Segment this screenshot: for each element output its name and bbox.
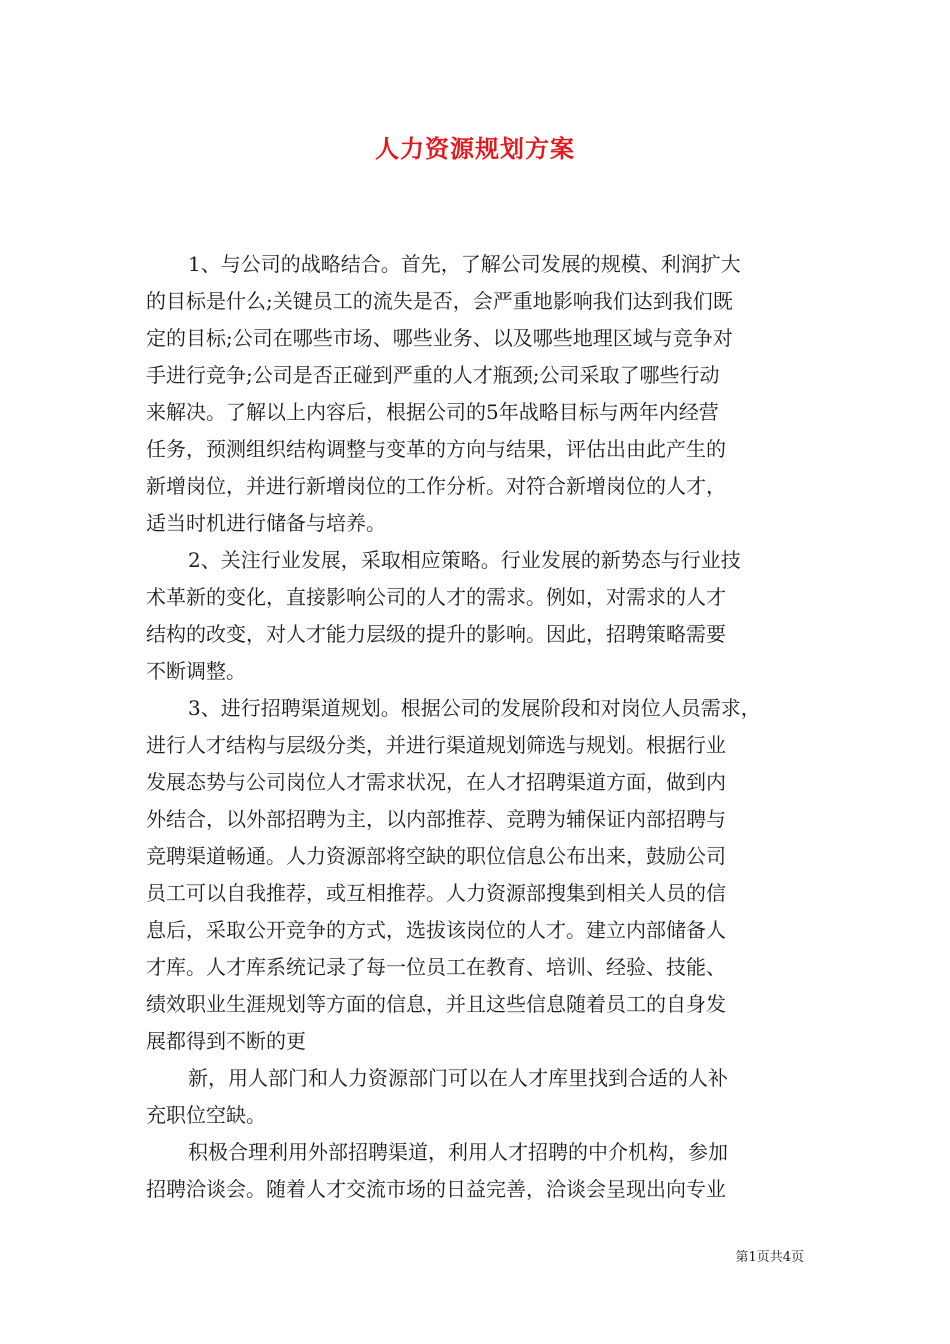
text-line: 1、与公司的战略结合。首先，了解公司发展的规模、利润扩大 [188,252,741,276]
text-line: 来解决。了解以上内容后，根据公司的5年战略目标与两年内经营 [146,400,719,424]
text-line: 3、进行招聘渠道规划。根据公司的发展阶段和对岗位人员需求， [188,696,761,720]
text-line: 适当时机进行储备与培养。 [146,511,386,535]
text-line: 结构的改变，对人才能力层级的提升的影响。因此，招聘策略需要 [146,622,726,646]
text-line: 充职位空缺。 [146,1103,266,1127]
text-line: 2、关注行业发展，采取相应策略。行业发展的新势态与行业技 [188,548,741,572]
document-title: 人力资源规划方案 [375,134,575,163]
text-line: 新，用人部门和人力资源部门可以在人才库里找到合适的人补 [188,1066,728,1090]
text-line: 外结合，以外部招聘为主，以内部推荐、竞聘为辅保证内部招聘与 [146,807,726,831]
text-line: 展都得到不断的更 [146,1029,306,1053]
text-line: 进行人才结构与层级分类，并进行渠道规划筛选与规划。根据行业 [146,733,726,757]
text-line: 竞聘渠道畅通。人力资源部将空缺的职位信息公布出来，鼓励公司 [146,844,726,868]
text-line: 员工可以自我推荐，或互相推荐。人力资源部搜集到相关人员的信 [146,881,726,905]
text-line: 绩效职业生涯规划等方面的信息，并且这些信息随着员工的自身发 [146,992,726,1016]
text-line: 才库。人才库系统记录了每一位员工在教育、培训、经验、技能、 [146,955,726,979]
text-line: 术革新的变化，直接影响公司的人才的需求。例如，对需求的人才 [146,585,726,609]
text-line: 定的目标;公司在哪些市场、哪些业务、以及哪些地理区域与竞争对 [146,326,733,350]
page-number: 第1页共4页 [735,1250,804,1265]
text-line: 任务，预测组织结构调整与变革的方向与结果，评估出由此产生的 [146,437,726,461]
text-line: 新增岗位，并进行新增岗位的工作分析。对符合新增岗位的人才， [146,474,726,498]
text-line: 的目标是什么;关键员工的流失是否，会严重地影响我们达到我们既 [146,289,733,313]
text-line: 不断调整。 [146,659,246,683]
text-line: 发展态势与公司岗位人才需求状况，在人才招聘渠道方面，做到内 [146,770,726,794]
text-line: 招聘洽谈会。随着人才交流市场的日益完善，洽谈会呈现出向专业 [146,1177,726,1201]
document-body [146,246,806,1208]
text-line: 息后，采取公开竞争的方式，选拔该岗位的人才。建立内部储备人 [146,918,726,942]
text-line: 手进行竞争;公司是否正碰到严重的人才瓶颈;公司采取了哪些行动 [146,363,720,387]
text-line: 积极合理利用外部招聘渠道，利用人才招聘的中介机构，参加 [188,1140,728,1164]
